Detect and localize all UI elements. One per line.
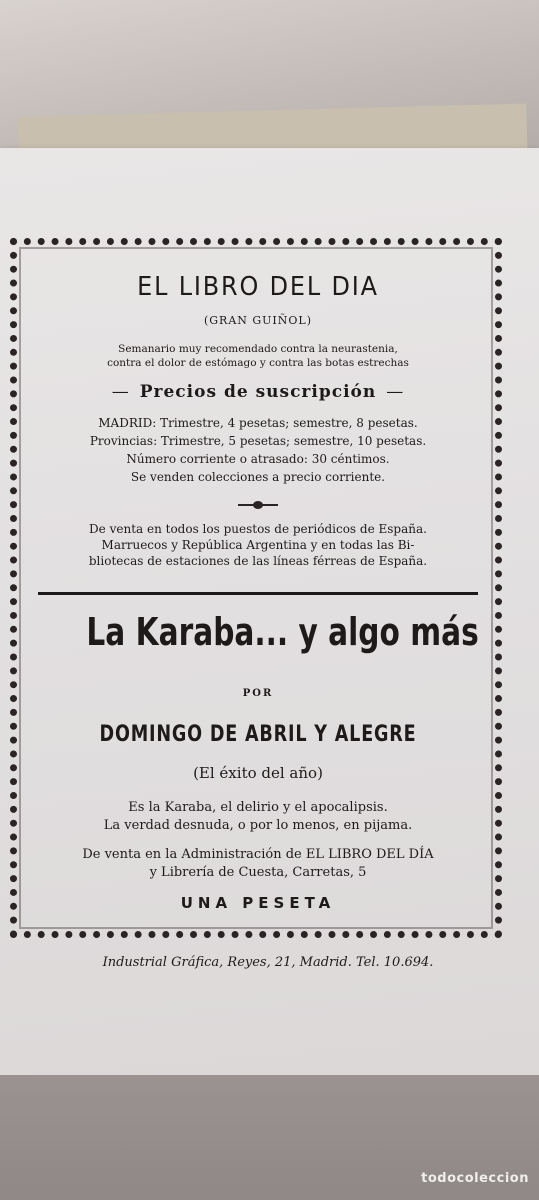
book-description-line: La verdad desnuda, o por lo menos, en pijama.: [103, 818, 413, 833]
advertisement-content: [38, 252, 478, 932]
book-author: DOMINGO DE ABRIL Y ALEGRE: [99, 722, 417, 747]
distribution-line: De venta en todos los puestos de periódicos de España.: [89, 522, 427, 536]
ornament-divider-icon: [238, 504, 278, 506]
printer-imprint: Industrial Gráfica, Reyes, 21, Madrid. Tel. 10.694.: [102, 955, 434, 970]
dash-right-icon: —: [386, 382, 405, 402]
magazine-tagline-1: Semanario muy recomendado contra la neurastenia,: [118, 343, 398, 355]
book-title: La Karaba... y algo más: [86, 610, 479, 654]
book-tagline: (El éxito del año): [193, 764, 323, 782]
book-price: UNA PESETA: [180, 894, 336, 912]
section-rule: [38, 592, 478, 595]
distribution-line: bliotecas de estaciones de las líneas férreas de España.: [88, 554, 428, 568]
subscription-line: Provincias: Trimestre, 5 pesetas; semestre, 10 pesetas.: [89, 434, 427, 448]
subscription-line: MADRID: Trimestre, 4 pesetas; semestre, 8 pesetas.: [98, 416, 418, 430]
book-sale-line: De venta en la Administración de EL LIBRO DEL DÍA: [82, 847, 434, 862]
book-by: POR: [242, 688, 274, 699]
watermark: todocoleccion: [421, 1171, 529, 1186]
subscription-line: Se venden colecciones a precio corriente.: [130, 470, 386, 484]
distribution-line: Marruecos y República Argentina y en todas las Bi-: [101, 538, 415, 552]
magazine-tagline-2: contra el dolor de estómago y contra las botas estrechas: [107, 357, 409, 369]
magazine-title: EL LIBRO DEL DIA: [137, 272, 379, 302]
book-sale-line: y Librería de Cuesta, Carretas, 5: [149, 865, 367, 880]
magazine-subtitle: (GRAN GUIÑOL): [203, 314, 313, 327]
book-description-line: Es la Karaba, el delirio y el apocalipsis.: [128, 800, 388, 815]
subscription-line: Número corriente o atrasado: 30 céntimos.: [126, 452, 390, 466]
subscription-heading-text: Precios de suscripción: [139, 382, 377, 402]
subscription-heading: [38, 382, 478, 402]
dash-left-icon: —: [111, 382, 130, 402]
